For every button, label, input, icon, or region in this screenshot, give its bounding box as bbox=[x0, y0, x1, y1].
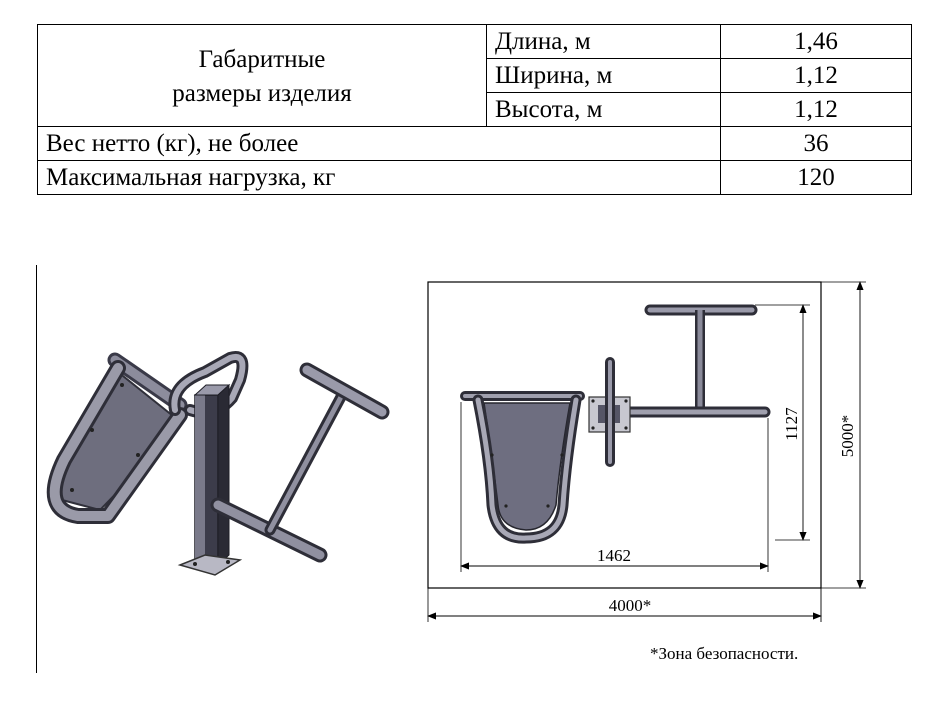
height-value: 1,12 bbox=[721, 93, 912, 127]
safety-zone-note: *Зона безопасности. bbox=[650, 644, 799, 663]
dim-zone-length-label: 5000* bbox=[838, 414, 857, 458]
width-value: 1,12 bbox=[721, 59, 912, 93]
isometric-view bbox=[55, 357, 382, 575]
dimensions-header-line2: размеры изделия bbox=[172, 79, 352, 107]
length-label: Длина, м bbox=[487, 25, 721, 59]
dim-zone-width-label: 4000* bbox=[608, 596, 652, 615]
dim-length-label: 1462 bbox=[597, 546, 631, 565]
max-load-label: Максимальная нагрузка, кг bbox=[38, 161, 721, 195]
weight-label: Вес нетто (кг), не более bbox=[38, 127, 721, 161]
width-label: Ширина, м bbox=[487, 59, 721, 93]
length-value: 1,46 bbox=[721, 25, 912, 59]
max-load-value: 120 bbox=[721, 161, 912, 195]
plan-view bbox=[428, 282, 866, 622]
height-label: Высота, м bbox=[487, 93, 721, 127]
dimensions-header-line1: Габаритные bbox=[198, 45, 326, 73]
dim-width-label: 1127 bbox=[782, 407, 801, 441]
weight-value: 36 bbox=[721, 127, 912, 161]
